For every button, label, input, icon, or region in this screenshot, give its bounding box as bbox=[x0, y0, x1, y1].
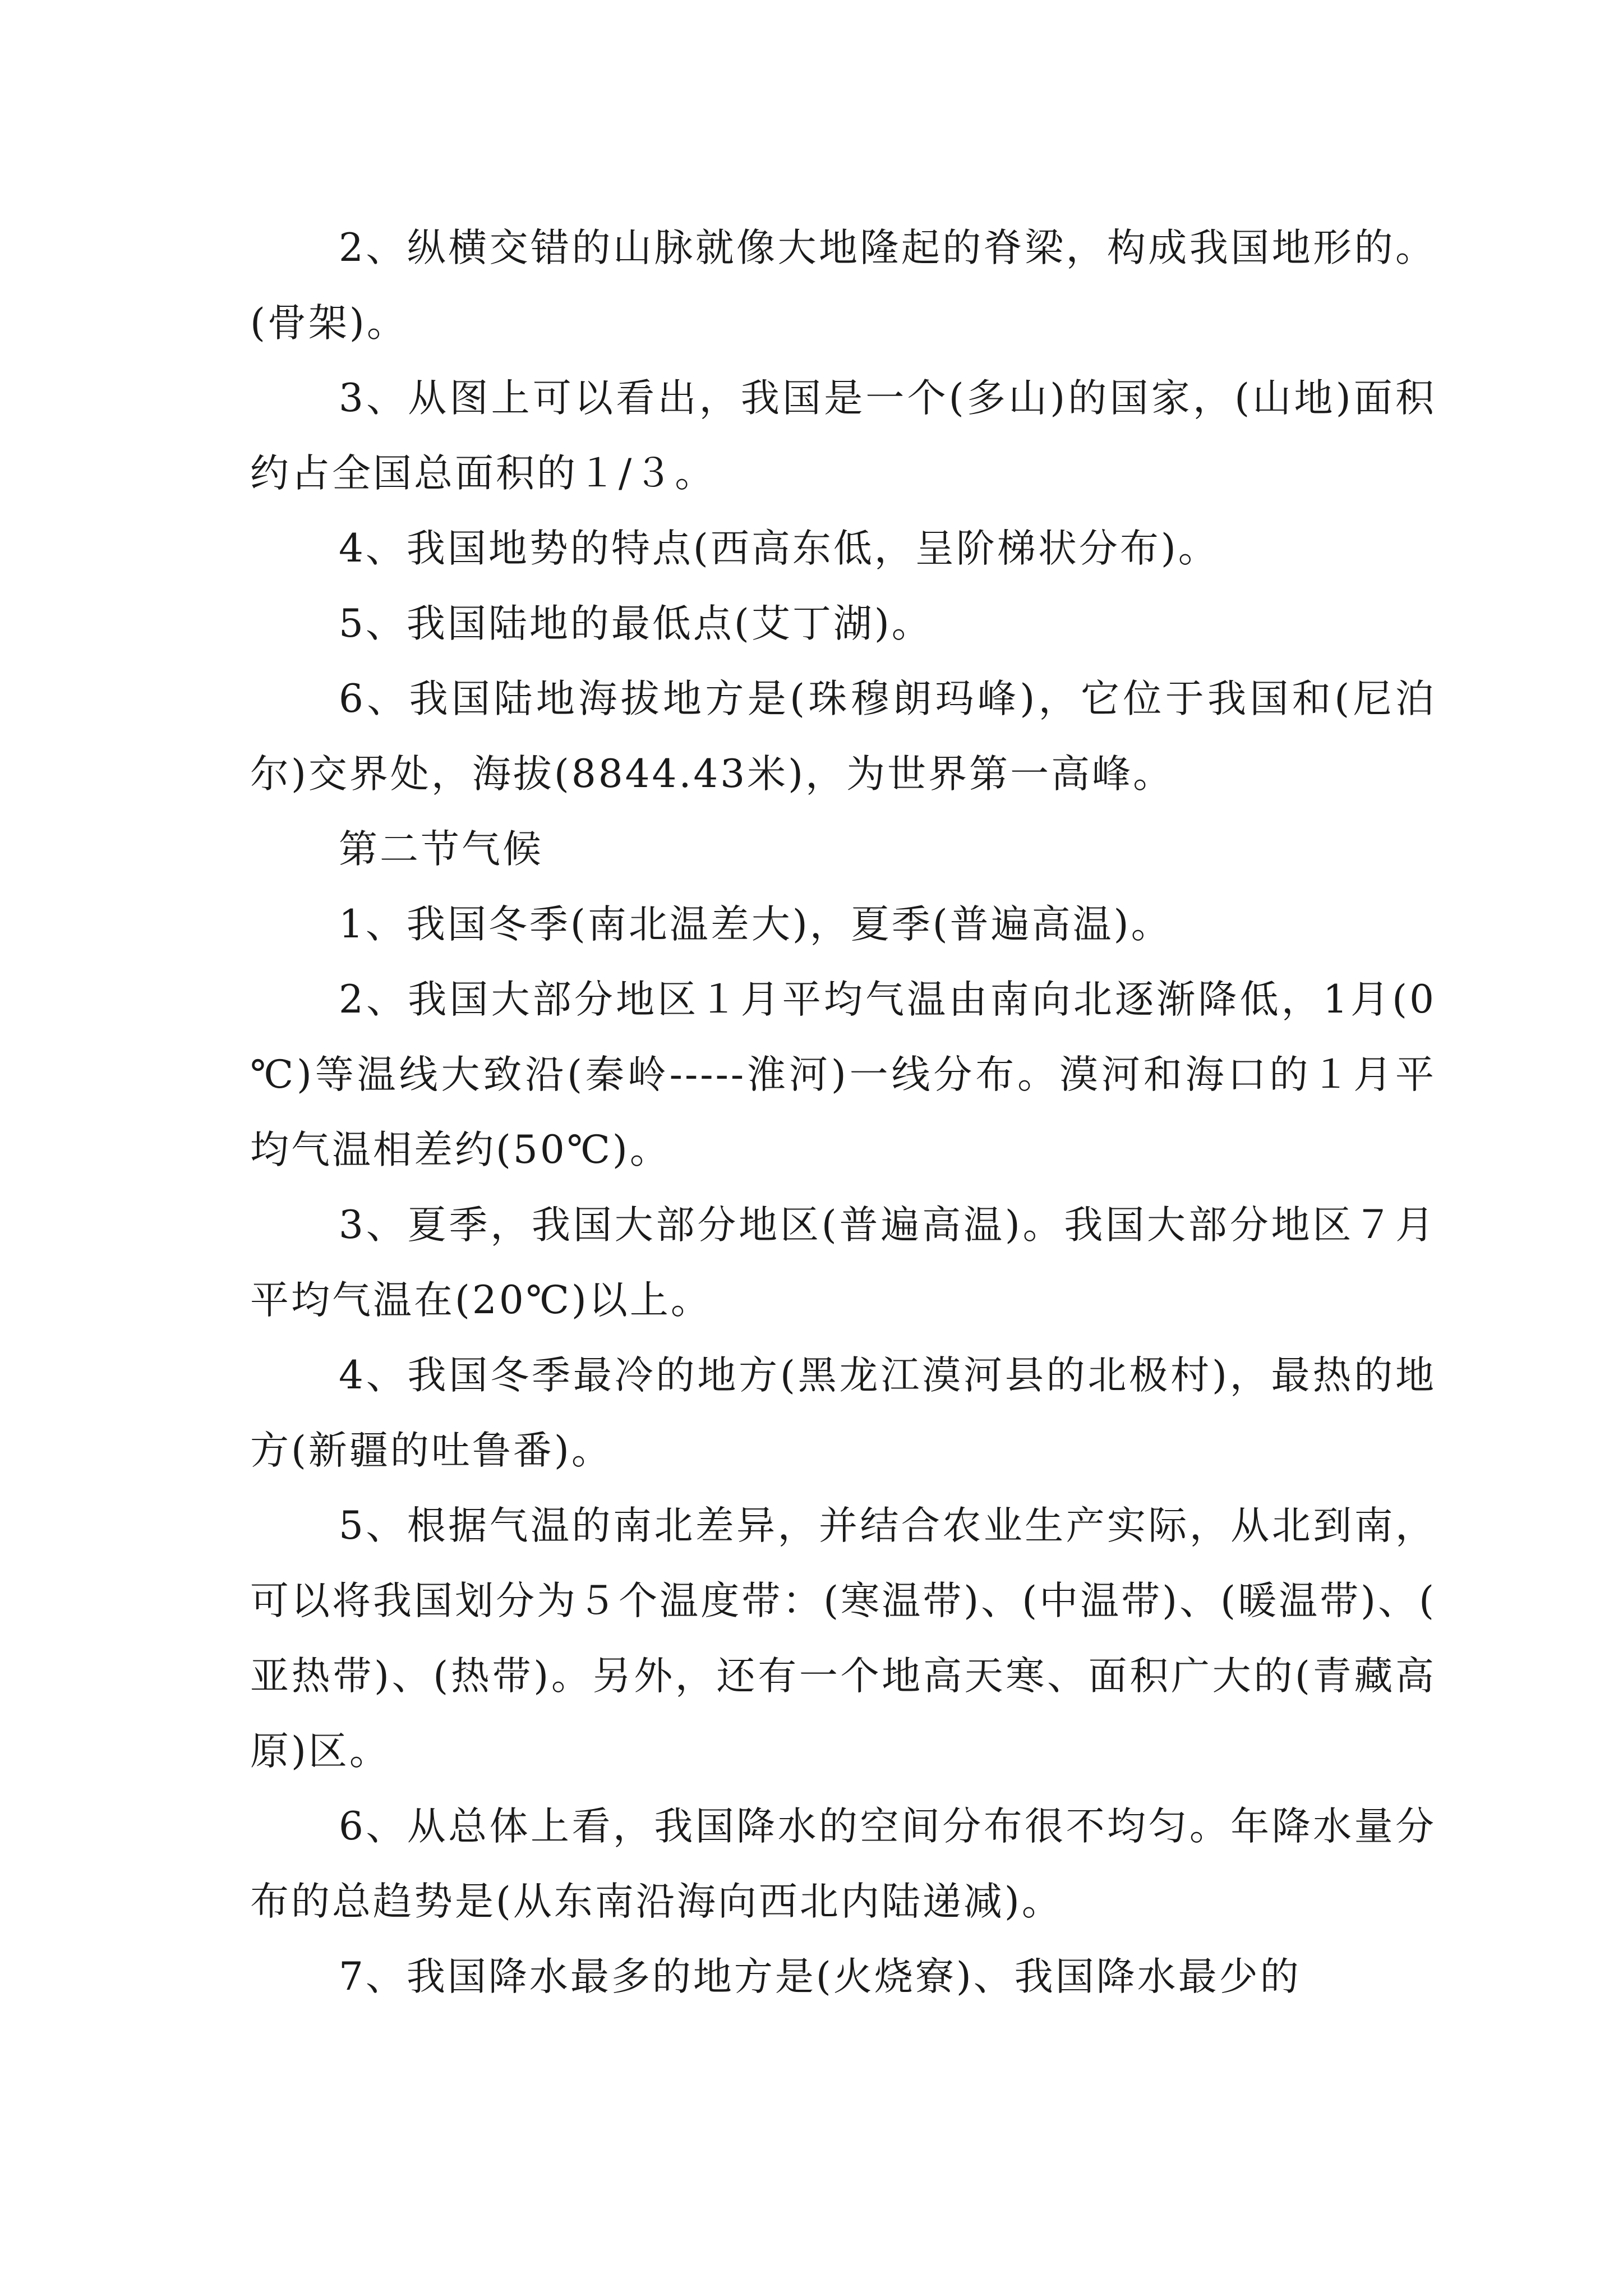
paragraph-highest-peak: 6、我国陆地海拔地方是(珠穆朗玛峰)，它位于我国和(尼泊尔)交界处，海拔(8844.43米)，为世界第一高峰。 bbox=[250, 677, 1436, 797]
paragraph-terrain-features: 4、我国地势的特点(西高东低，呈阶梯状分布)。 bbox=[339, 526, 1219, 571]
document-body bbox=[250, 210, 1436, 2014]
paragraph-precipitation-extremes: 7、我国降水最多的地方是(火烧寮)、我国降水最少的 bbox=[339, 1954, 1301, 1999]
paragraph-temperature-zones: 5、根据气温的南北差异，并结合农业生产实际，从北到南，可以将我国划分为５个温度带：(寒温带)、(中温带)、(暖温带)、(亚热带)、(热带)。另外，还有一个地高天寒、面积广大的(青藏高原)区。 bbox=[250, 1503, 1436, 1774]
paragraph-mountainous-country: 3、从图上可以看出，我国是一个(多山)的国家，(山地)面积约占全国总面积的１/３。 bbox=[250, 376, 1436, 496]
paragraph-precipitation-distribution: 6、从总体上看，我国降水的空间分布很不均匀。年降水量分布的总趋势是(从东南沿海向西北内陆递减)。 bbox=[250, 1804, 1436, 1924]
paragraph-lowest-point: 5、我国陆地的最低点(艾丁湖)。 bbox=[339, 601, 933, 646]
paragraph-mountains-skeleton: 2、纵横交错的山脉就像大地隆起的脊梁，构成我国地形的。(骨架)。 bbox=[250, 226, 1436, 346]
section-heading-climate: 第二节气候 bbox=[339, 827, 543, 872]
paragraph-winter-summer: 1、我国冬季(南北温差大)，夏季(普遍高温)。 bbox=[339, 902, 1172, 947]
paragraph-coldest-hottest: 4、我国冬季最冷的地方(黑龙江漠河县的北极村)，最热的地方(新疆的吐鲁番)。 bbox=[250, 1353, 1436, 1473]
paragraph-july-temperature: 3、夏季，我国大部分地区(普遍高温)。我国大部分地区７月平均气温在(20℃)以上。 bbox=[250, 1203, 1436, 1323]
paragraph-january-temperature: 2、我国大部分地区１月平均气温由南向北逐渐降低，1月(0℃)等温线大致沿(秦岭-----淮河)一线分布。漠河和海口的１月平均气温相差约(50℃)。 bbox=[250, 977, 1436, 1172]
